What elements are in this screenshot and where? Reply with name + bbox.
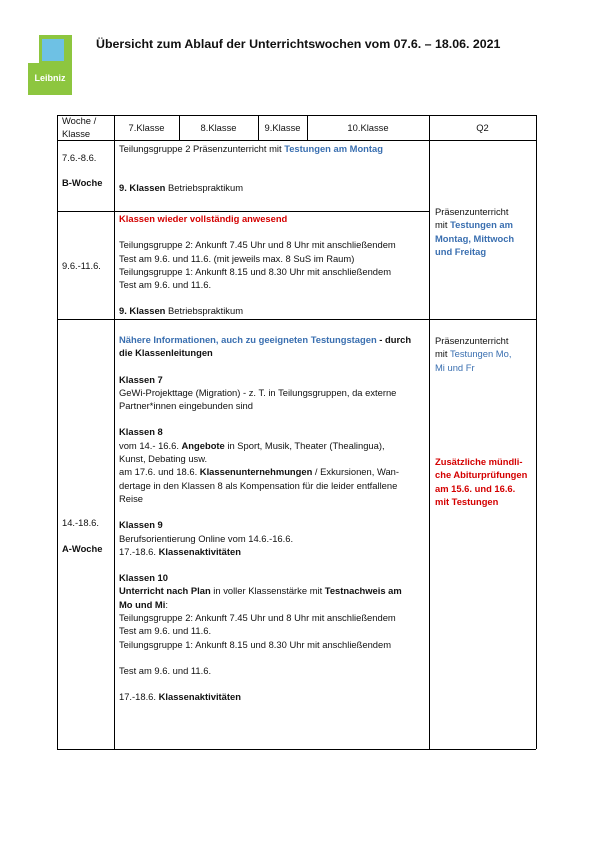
- col-divider-woche: [114, 115, 115, 749]
- k7-line1: GeWi-Projekttage (Migration) - z. T. in Teilungsgruppen, da externe: [119, 386, 397, 398]
- q2-bottom-line1: Präsenzunterricht: [435, 335, 509, 346]
- row2-content: [119, 212, 425, 318]
- k9-heading: Klassen 9: [119, 519, 163, 531]
- k8-angebote: Angebote: [181, 439, 225, 451]
- row1-content: [119, 142, 425, 155]
- row3-info-line2: die Klassenleitungen: [119, 347, 213, 359]
- header-q2: Q2: [476, 122, 489, 133]
- row1-ninth-grade: [119, 181, 243, 194]
- k8-line5: Reise: [119, 492, 143, 504]
- logo-text: Leibniz: [34, 72, 66, 83]
- k10-testnachweis: Testnachweis am: [324, 585, 402, 597]
- row2-divider: [57, 319, 536, 320]
- q2-oral-line2: che Abiturprüfungen: [435, 469, 528, 481]
- k8-line1c: in Sport, Musik, Theater (Thealingua),: [224, 439, 385, 451]
- row1-testing-monday: Testungen am Montag: [284, 143, 383, 154]
- row1-line1: Teilungsgruppe 2 Präsenzunterricht mit: [119, 143, 285, 154]
- header-8-klasse: 8.Klasse: [200, 122, 237, 133]
- k10-line5: Teilungsgruppe 1: Ankunft 8.15 und 8.30 Uhr mit anschließendem: [119, 638, 392, 650]
- k10-unterricht: Unterricht nach Plan: [119, 585, 211, 597]
- row2-line4: Test am 9.6. und 11.6.: [119, 279, 212, 291]
- k8-line3c: / Exkursionen, Wan-: [312, 466, 399, 478]
- q2-top-line4: und Freitag: [435, 245, 487, 257]
- row2-ninth-label: 9. Klassen: [119, 305, 166, 317]
- row3-info-dash: - durch: [376, 334, 412, 345]
- k10-klassenaktivitaeten: Klassenaktivitäten: [158, 691, 241, 703]
- k10-line1b: in voller Klassenstärke mit: [210, 585, 325, 597]
- logo-white-bar: [28, 35, 39, 63]
- q2-bottom-line2: Testungen Mo,: [449, 348, 512, 360]
- row1-ninth-text: Betriebspraktikum: [165, 182, 244, 193]
- q2-oral-exams: [435, 455, 535, 508]
- row1-week: B-Woche: [62, 177, 103, 188]
- row2-line2: Test am 9.6. und 11.6. (mit jeweils max. 8 SuS im Raum): [119, 252, 355, 264]
- k8-klassenunternehmungen: Klassenunternehmungen: [199, 466, 313, 478]
- row2-dates: 9.6.-11.6.: [62, 260, 101, 271]
- q2-top-line3: Montag, Mittwoch: [435, 232, 515, 244]
- k9-line2a: 17.-18.6.: [119, 545, 159, 557]
- q2-top-line1: Präsenzunterricht: [435, 206, 509, 217]
- q2-oral-line1: Zusätzliche mündli-: [435, 456, 523, 467]
- k9-line1: Berufsorientierung Online vom 14.6.-16.6.: [119, 532, 294, 544]
- k8-heading: Klassen 8: [119, 426, 163, 438]
- header-divider: [57, 140, 536, 141]
- table-border-bottom: [57, 749, 536, 750]
- page-title: Übersicht zum Ablauf der Unterrichtswochen vom 07.6. – 18.06. 2021: [96, 37, 501, 51]
- table-border-left: [57, 115, 58, 749]
- k10-colon: :: [165, 598, 168, 610]
- k8-line3a: am 17.6. und 18.6.: [119, 466, 200, 478]
- header-10-klasse: 10.Klasse: [347, 122, 389, 133]
- header-woche: Woche / Klasse: [62, 115, 97, 140]
- row1-ninth-label: 9. Klassen: [119, 182, 166, 193]
- row2-line1: Teilungsgruppe 2: Ankunft 7.45 Uhr und 8 Uhr mit anschließendem: [119, 239, 396, 251]
- q2-top-content: [435, 205, 535, 258]
- col-divider-10: [429, 115, 430, 749]
- row2-line3: Teilungsgruppe 1: Ankunft 8.15 und 8.30 Uhr mit anschließendem: [119, 265, 392, 277]
- q2-top-line2-prefix: mit: [435, 219, 451, 231]
- row3-week: A-Woche: [62, 543, 103, 554]
- k8-line4: dertage in den Klassen 8 als Kompensation für die leider entfallene: [119, 479, 398, 491]
- row3-content: [119, 333, 427, 704]
- k10-line4: Test am 9.6. und 11.6.: [119, 625, 212, 637]
- k10-line6: Test am 9.6. und 11.6.: [119, 664, 212, 676]
- q2-bottom-content: [435, 334, 535, 374]
- row1-dates: 7.6.-8.6.: [62, 152, 97, 163]
- header-7-klasse: 7.Klasse: [128, 122, 165, 133]
- logo-blue-square: [42, 39, 64, 61]
- k7-line2: Partner*innen eingebunden sind: [119, 400, 253, 412]
- header-9-klasse: 9.Klasse: [264, 122, 301, 133]
- q2-top-line2: Testungen am: [450, 219, 513, 231]
- row3-info: Nähere Informationen, auch zu geeigneten Testungstagen: [119, 334, 377, 345]
- row2-ninth-text: Betriebspraktikum: [165, 305, 244, 317]
- row3-dates: 14.-18.6.: [62, 517, 100, 528]
- k8-line1a: vom 14.- 16.6.: [119, 439, 182, 451]
- q2-oral-line4: mit Testungen: [435, 495, 499, 507]
- table-border-top: [57, 115, 536, 116]
- q2-oral-line3: am 15.6. und 16.6.: [435, 482, 516, 494]
- k8-line2: Kunst, Debating usw.: [119, 453, 208, 465]
- k10-mo-mi: Mo und Mi: [119, 598, 166, 610]
- k10-heading: Klassen 10: [119, 572, 168, 584]
- k9-klassenaktivitaeten: Klassenaktivitäten: [158, 545, 241, 557]
- q2-bottom-line3: Mi und Fr: [435, 361, 475, 373]
- k10-line7a: 17.-18.6.: [119, 691, 159, 703]
- k7-heading: Klassen 7: [119, 373, 163, 385]
- school-logo: [28, 35, 72, 95]
- k10-line3: Teilungsgruppe 2: Ankunft 7.45 Uhr und 8 Uhr mit anschließendem: [119, 612, 396, 624]
- table-border-right: [536, 115, 537, 749]
- q2-bottom-line2-prefix: mit: [435, 348, 450, 360]
- row2-headline: Klassen wieder vollständig anwesend: [119, 213, 288, 224]
